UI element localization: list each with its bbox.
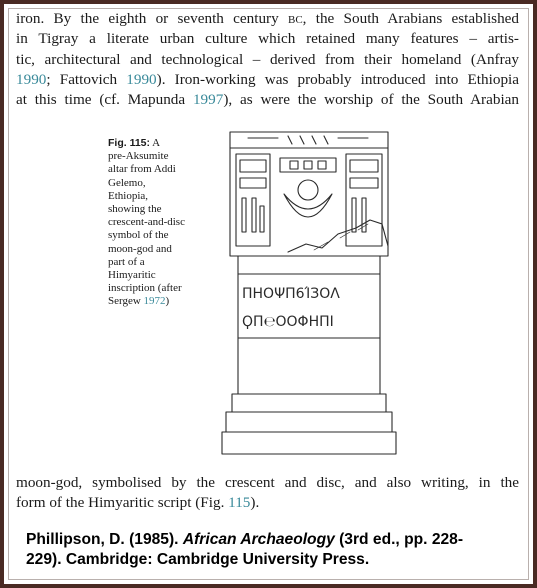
text-line: tic, architectural and technological – derived from their homeland (Anfray [16, 50, 519, 68]
text-line: moon-god, symbolised by the crescent and disc, and also writing, in the [16, 474, 519, 491]
text-segment: at this time (cf. Mapunda [16, 91, 193, 109]
caption-line [108, 137, 208, 150]
caption-text: ) [165, 295, 170, 308]
text-segment: , the South Arabians established [302, 10, 520, 27]
text-line [16, 70, 519, 90]
altar-neck [238, 256, 380, 274]
lintel-squares [290, 161, 326, 169]
caption-line: pre-Aksumite [108, 150, 169, 163]
left-panel-boxes [240, 160, 266, 188]
altar-pedestal [238, 338, 380, 394]
altar-cap [230, 132, 388, 148]
caption-line: Himyaritic [108, 269, 156, 282]
caption-line: moon-god and [108, 242, 172, 255]
caption-line: Gelemo, [108, 176, 146, 189]
citation-line [26, 530, 496, 550]
caption-line: part of a [108, 255, 145, 268]
inscription-line-2: ϘΠ℮ΟΟΦΗΠΙ [242, 314, 334, 330]
broken-edge [288, 220, 388, 252]
base-step-3 [222, 432, 396, 454]
text-line [16, 493, 519, 513]
caption-line: Ethiopia, [108, 189, 149, 202]
caption-text: A [150, 137, 161, 149]
altar-upper-body [230, 148, 388, 256]
text-line [16, 90, 519, 110]
base-step-2 [226, 412, 392, 432]
text-line [16, 9, 519, 29]
citation-link[interactable]: 1990 [16, 70, 47, 88]
altar-drawing [218, 128, 400, 460]
caption-line: crescent-and-disc [108, 216, 185, 229]
top-paragraph [16, 9, 519, 110]
citation-author: Phillipson, D. (1985). [26, 531, 183, 548]
era-abbreviation: bc [287, 10, 303, 27]
citation-title: African Archaeology [182, 531, 335, 548]
crescent-symbol [284, 194, 332, 217]
moon-disc-symbol [298, 180, 318, 200]
inscription-line-1: ΠΗΟΨΠ6ΊЗΟΛ [242, 286, 340, 302]
caption-line: symbol of the [108, 229, 169, 242]
citation-link[interactable]: 115 [228, 494, 251, 512]
figure-label: Fig. 115: [108, 137, 151, 149]
citation-link[interactable]: 1990 [126, 70, 157, 88]
center-lintel [280, 158, 336, 172]
caption-line: showing the [108, 203, 162, 216]
text-segment: iron. By the eighth or seventh century [16, 10, 279, 27]
text-segment: ). [250, 494, 260, 512]
base-step-1 [232, 394, 386, 412]
bottom-paragraph [16, 473, 519, 514]
cap-grooves [248, 136, 368, 144]
source-citation [26, 530, 496, 570]
caption-line [108, 295, 208, 308]
caption-line: altar from Addi [108, 163, 176, 176]
text-segment: ). Iron-working was probably introduced into Ethiopia [156, 70, 519, 88]
left-panel-bars [242, 198, 264, 232]
caption-text: Sergew [108, 295, 144, 308]
right-panel-boxes [350, 160, 378, 188]
citation-edition: (3rd ed., pp. 228- [334, 531, 464, 548]
text-segment: ; Fattovich [46, 70, 127, 88]
text-segment: form of the Himyaritic script (Fig. [16, 494, 229, 512]
citation-line: 229). Cambridge: Cambridge University Press. [26, 551, 370, 568]
citation-link[interactable]: 1972 [143, 295, 166, 308]
figure-caption [108, 137, 208, 309]
caption-line: inscription (after [108, 282, 182, 295]
citation-link[interactable]: 1997 [192, 91, 224, 109]
text-line: in Tigray a literate urban culture which retained many features – artis- [16, 30, 519, 48]
text-segment: ), as were the worship of the South Arabian [223, 91, 520, 109]
